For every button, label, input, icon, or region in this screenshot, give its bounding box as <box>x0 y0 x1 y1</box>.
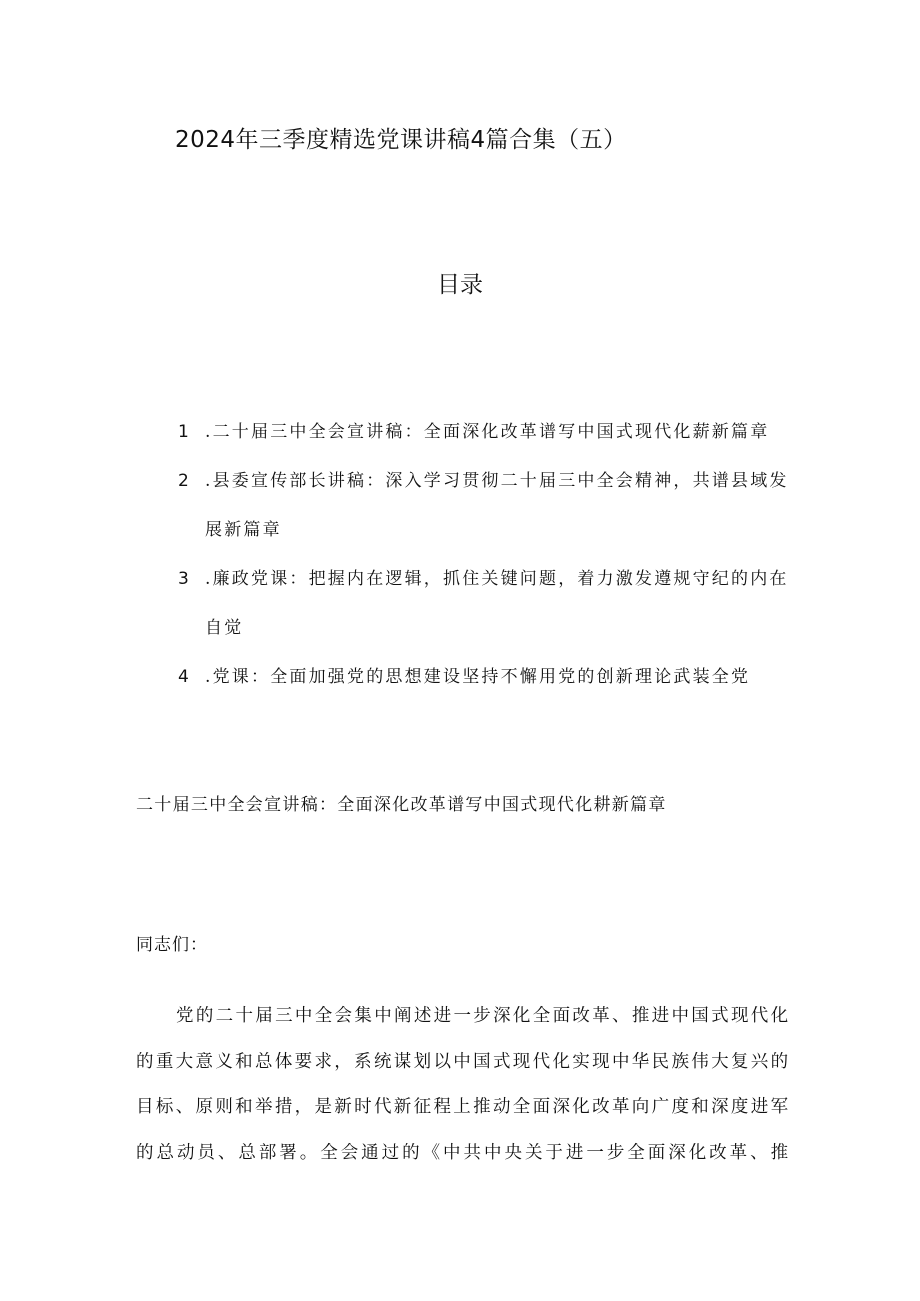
toc-item-text: .党课：全面加强党的思想建设坚持不懈用党的创新理论武装全党 <box>205 667 751 687</box>
toc-item-text: .二十届三中全会宣讲稿：全面深化改革谱写中国式现代化薪新篇章 <box>205 422 770 442</box>
section-title: 二十届三中全会宣讲稿：全面深化改革谱写中国式现代化耕新篇章 <box>136 795 667 815</box>
table-of-contents <box>178 408 798 702</box>
toc-item[interactable] <box>178 653 798 702</box>
toc-item-number: 3 <box>178 569 189 589</box>
toc-item[interactable] <box>178 457 798 555</box>
document-title: 2024年三季度精选党课讲稿4篇合集（五） <box>175 127 627 153</box>
toc-item-number: 4 <box>178 667 189 687</box>
toc-item-text: .廉政党课：把握内在逻辑，抓住关键问题，着力激发遵规守纪的内在自觉 <box>205 569 789 638</box>
toc-item-number: 2 <box>178 471 189 491</box>
toc-item[interactable] <box>178 408 798 457</box>
salutation: 同志们： <box>136 935 208 955</box>
body-paragraph: 党的二十届三中全会集中阐述进一步深化全面改革、推进中国式现代化的重大意义和总体要求，系统谋划以中国式现代化实现中华民族伟大复兴的目标、原则和举措，是新时代新征程上推动全面深化改革向广度和深度进军的总动员、总部署。全会通过的《中共中央关于进一步全面深化改革、推 <box>136 1006 790 1163</box>
toc-item-text: .县委宣传部长讲稿：深入学习贯彻二十届三中全会精神，共谱县域发展新篇章 <box>205 471 789 540</box>
toc-item[interactable] <box>178 555 798 653</box>
toc-item-number: 1 <box>178 422 189 442</box>
toc-heading: 目录 <box>437 272 483 298</box>
